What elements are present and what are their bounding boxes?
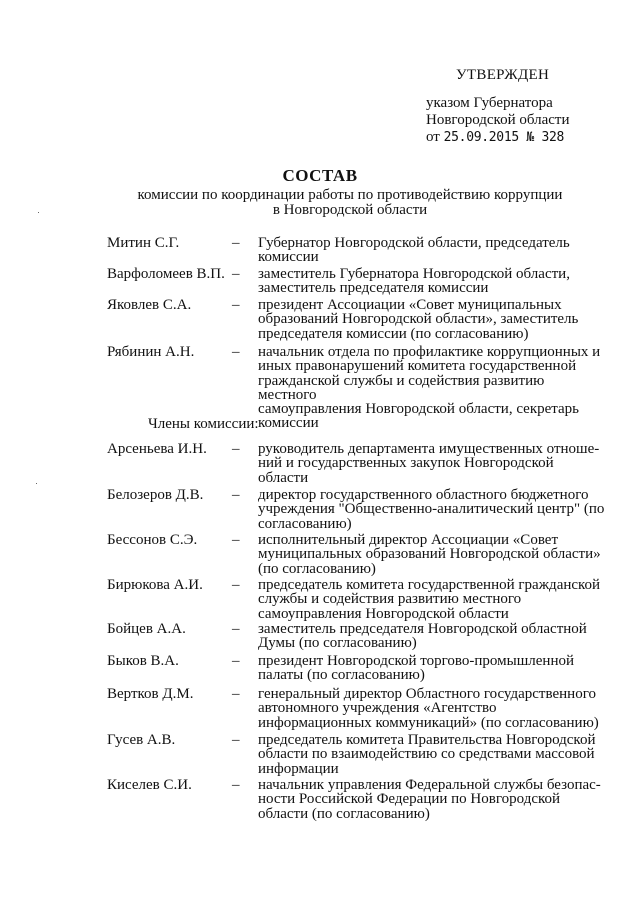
member-name: Рябинин А.Н. (107, 344, 195, 360)
dash-separator: – (232, 487, 240, 503)
member-position (258, 778, 606, 821)
scan-speck (36, 483, 37, 484)
member-entry (0, 733, 640, 778)
position-line: иных правонарушений комитета государственной (258, 358, 577, 375)
dash-separator: – (232, 621, 240, 637)
position-line: председатель комитета государственной гражданской (258, 577, 601, 593)
position-line: заместитель председателя Новгородской областной (258, 621, 587, 637)
member-name: Яковлев С.А. (107, 297, 192, 313)
position-line: области (258, 469, 309, 486)
dash-separator: – (232, 777, 240, 793)
approval-stamp-title: УТВЕРЖДЕН (456, 67, 550, 83)
member-entry (0, 488, 640, 533)
member-name: Гусев А.В. (107, 732, 176, 748)
scan-speck (38, 212, 39, 213)
position-line: исполнительный директор Ассоциации «Совет (258, 532, 559, 548)
position-line: самоуправления Новгородской области, секретарь (258, 401, 580, 418)
member-position (258, 298, 606, 341)
position-line: (по согласованию) (258, 560, 376, 577)
member-position (258, 687, 606, 730)
leader-entry (0, 267, 640, 298)
dash-separator: – (232, 532, 240, 548)
position-line: учреждения "Общественно-аналитический центр" (по (258, 501, 605, 518)
member-name: Вертков Д.М. (107, 686, 194, 702)
position-line: области по взаимодействию со средствами массовой (258, 746, 595, 763)
position-line: президент Новгородской торгово-промышленной (258, 653, 574, 669)
member-name: Бессонов С.Э. (107, 532, 198, 548)
dash-separator: – (232, 344, 240, 360)
position-line: заместитель Губернатора Новгородской области, (258, 266, 570, 282)
member-entry (0, 578, 640, 623)
leader-entry (0, 298, 640, 343)
member-position (258, 488, 606, 531)
position-line: Губернатор Новгородской области, председатель (258, 235, 570, 251)
document-title: СОСТАВ (282, 166, 358, 185)
position-line: директор государственного областного бюджетного (258, 487, 589, 503)
member-name: Бирюкова А.И. (107, 577, 203, 593)
position-line: согласованию) (258, 515, 352, 532)
member-position (258, 533, 606, 576)
position-line: комиссии (258, 415, 319, 432)
position-line: области (по согласованию) (258, 805, 430, 822)
position-line: председателя комиссии (по согласованию) (258, 325, 529, 342)
member-entry (0, 622, 640, 653)
dash-separator: – (232, 686, 240, 702)
dash-separator: – (232, 732, 240, 748)
member-name: Варфоломеев В.П. (107, 266, 225, 282)
member-position (258, 442, 606, 485)
position-line: Думы (по согласованию) (258, 635, 417, 652)
position-line: самоуправления Новгородской области (258, 605, 509, 622)
position-line: информационных коммуникаций» (по согласованию) (258, 714, 599, 731)
subtitle-line-1: комиссии по координации работы по противодействию коррупции (137, 187, 563, 203)
dash-separator: – (232, 577, 240, 593)
member-name: Бойцев А.А. (107, 621, 186, 637)
position-line: председатель комитета Правительства Новгородской (258, 732, 596, 748)
member-name: Белозеров Д.В. (107, 487, 204, 503)
member-position (258, 267, 606, 296)
member-name: Митин С.Г. (107, 235, 180, 251)
position-line: автономного учреждения «Агентство (258, 700, 497, 717)
subtitle-line-2: в Новгородской области (272, 202, 428, 218)
member-name: Арсеньева И.Н. (107, 441, 207, 457)
position-line: ности Российской Федерации по Новгородской (258, 791, 561, 808)
members-heading: Члены комиссии: (148, 416, 259, 432)
position-line: генеральный директор Областного государственного (258, 686, 596, 702)
member-position (258, 345, 606, 431)
member-position (258, 733, 606, 776)
position-line: службы и содействия развитию местного (258, 591, 522, 608)
position-line: руководитель департамента имущественных отноше- (258, 441, 600, 457)
decree-date-number: 25.09.2015 № 328 (443, 130, 565, 145)
date-prefix: от (426, 129, 440, 145)
position-line: комиссии (258, 249, 319, 266)
position-line: палаты (по согласованию) (258, 667, 425, 684)
member-entry (0, 533, 640, 578)
member-position (258, 578, 606, 621)
dash-separator: – (232, 266, 240, 282)
position-line: гражданской службы и содействия развитию местного (258, 372, 545, 403)
position-line: заместитель председателя комиссии (258, 280, 489, 297)
position-line: информации (258, 760, 339, 777)
dash-separator: – (232, 297, 240, 313)
member-position (258, 622, 606, 651)
position-line: муниципальных образований Новгородской области» (258, 546, 601, 563)
member-entry (0, 442, 640, 487)
position-line: начальник управления Федеральной службы безопас- (258, 777, 601, 793)
position-line: ний и государственных закупок Новгородской (258, 455, 554, 472)
member-entry (0, 778, 640, 823)
decree-line-2: Новгородской области (426, 112, 570, 128)
position-line: президент Ассоциации «Совет муниципальных (258, 297, 562, 313)
member-name: Киселев С.И. (107, 777, 192, 793)
member-entry (0, 654, 640, 685)
dash-separator: – (232, 441, 240, 457)
dash-separator: – (232, 235, 240, 251)
dash-separator: – (232, 653, 240, 669)
decree-line-1: указом Губернатора (426, 95, 553, 111)
member-position (258, 654, 606, 683)
member-name: Быков В.А. (107, 653, 179, 669)
member-position (258, 236, 606, 265)
position-line: образований Новгородской области», заместитель (258, 311, 579, 328)
member-entry (0, 687, 640, 732)
position-line: начальник отдела по профилактике коррупционных и (258, 344, 601, 360)
leader-entry (0, 236, 640, 267)
